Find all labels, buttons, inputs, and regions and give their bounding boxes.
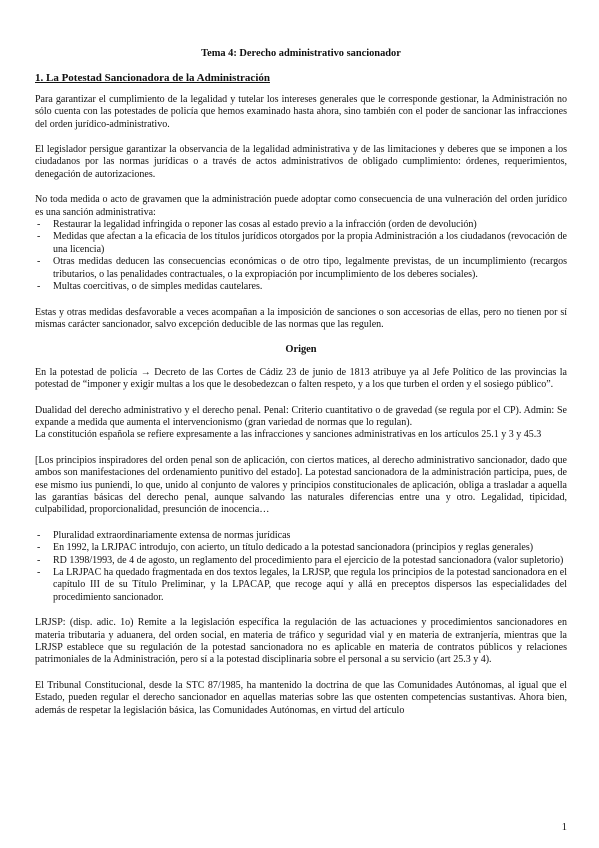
- list-item: - La LRJPAC ha quedado fragmentada en dos textos legales, la LRJSP, que regula los principios de la potestad sancionadora en el capítulo III de su Título Preliminar, y la LPACAP, que recoge aquí y allá en preceptos dispersos las especialidades del procedimiento sancionador.: [35, 567, 567, 604]
- paragraph-intro: Para garantizar el cumplimiento de la legalidad y tutelar los intereses generales que le corresponde gestionar, la Administración no sólo cuenta con las potestades de policía que hemos examinado hasta ahora, sino también con el poder de sancionar las infracciones del orden jurídico-administrativo.: [35, 93, 567, 130]
- list-item: - Pluralidad extraordinariamente extensa de normas jurídicas: [35, 530, 567, 542]
- section-heading-potestad: 1. La Potestad Sancionadora de la Administración: [35, 72, 270, 85]
- paragraph-tribunal: El Tribunal Constitucional, desde la STC 87/1985, ha mantenido la doctrina de que las Comunidades Autónomas, al igual que el Estado, pueden regular el derecho sancionador en aquellas materias sobre las que ostenten competencias sustantivas. Ahora bien, además de respetar la legislación básica, las Comunidades Autónomas, en virtud del artículo: [35, 679, 567, 716]
- paragraph-medidas-desfavorables: Estas y otras medidas desfavorable a veces acompañan a la imposición de sanciones o son accesorias de ellas, pero no tienen por sí mismas carácter sancionador, salvo excepción deducible de las normas que las regulen.: [35, 306, 567, 330]
- list-item: - Otras medidas deducen las consecuencias económicas o de otro tipo, legalmente previstas, de un incumplimiento (recargos tributarios, o las penalidades contractuales, o la expropiación por incumplimiento de los deberes sociales).: [35, 256, 567, 281]
- list-item: - Multas coercitivas, o de simples medidas cautelares.: [35, 281, 567, 293]
- document-title: Tema 4: Derecho administrativo sancionador: [201, 48, 401, 59]
- list-item: - Restaurar la legalidad infringida o reponer las cosas al estado previo a la infracción (orden de devolución): [35, 219, 567, 231]
- paragraph-lrjsp: LRJSP: (disp. adic. 1o) Remite a la legislación específica la regulación de las actuaciones y procedimientos sancionadores en materia tributaria y aduanera, del orden social, en materia de tráfico y seguridad vial y en materia de extranjería, mientras que la LRJSP establece que su regulación de la potestad sancionadora no es aplicable en materia de contratos públicos y relaciones patrimoniales de la Administración, pero sí a la potestad disciplinaria sobre el personal a su servicio (art 25.3 y 4).: [35, 617, 567, 666]
- paragraph-constitucion: La constitución española se refiere expresamente a las infracciones y sanciones administrativas en los artículos 25.1 y 3 y 45.3: [35, 429, 542, 441]
- list-item: - Medidas que afectan a la eficacia de los títulos jurídicos otorgados por la propia Administración a los ciudadanos (revocación de una licencia): [35, 231, 567, 256]
- paragraph-medidas-intro: No toda medida o acto de gravamen que la administración puede adoptar como consecuencia de una vulneración del orden jurídico es una sanción administrativa:: [35, 194, 567, 218]
- normas-list: [35, 530, 567, 604]
- origen-heading: Origen: [285, 344, 317, 356]
- paragraph-legislador: El legislador persigue garantizar la observancia de la legalidad administrativa y de las limitaciones y deberes que se imponen a los ciudadanos por las normas jurídicas o a través de actos administrativos de obligado cumplimiento: órdenes, requerimientos, denegación de autorizaciones.: [35, 144, 567, 180]
- paragraph-cadiz: En la potestad de policía → Decreto de las Cortes de Cádiz 23 de junio de 1813 atribuye ya al Jefe Político de las provincias la potestad de “imponer y exigir multas a los que le desobedezcan o falten respeto, y a los que turben el orden y el sosiego público”.: [35, 366, 567, 391]
- medidas-list: [35, 219, 567, 293]
- list-item: - En 1992, la LRJPAC introdujo, con acierto, un título dedicado a la potestad sancionadora (principios y reglas generales): [35, 542, 567, 554]
- document-body: [35, 48, 567, 717]
- list-item: - RD 1398/1993, de 4 de agosto, un reglamento del procedimiento para el ejercicio de la potestad sancionadora (valor supletorio): [35, 555, 567, 567]
- paragraph-dualidad: Dualidad del derecho administrativo y el derecho penal. Penal: Criterio cuantitativo o de gravedad (se regula por el CP). Admin: Se expande a medida que aumenta el intervencionismo (gran variedad de normas que lo regulan).: [35, 404, 567, 428]
- paragraph-principios: [Los principios inspiradores del orden penal son de aplicación, con ciertos matices, al derecho administrativo sancionador, dado que ambos son manifestaciones del ordenamiento punitivo del estado]. La potestad sancionadora de la administración participa, pues, de ese mismo ius puniendi, lo que, unido al conjunto de valores y principios constitucionales de aplicación, obliga a trasladar a aquella las garantías básicas del derecho penal, aunque salvando las naturales diferencias entre una y otro. Legalidad, tipicidad, culpabilidad, proporcionalidad, presunción de inocencia…: [35, 454, 567, 516]
- page-number: 1: [561, 822, 567, 833]
